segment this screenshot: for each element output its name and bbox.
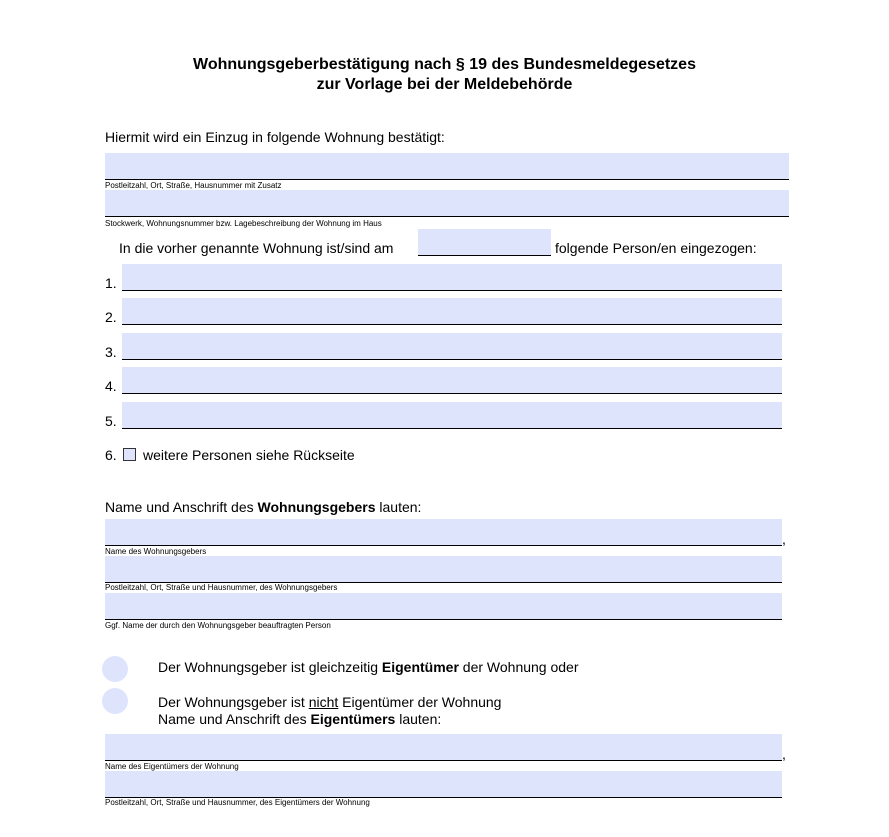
form-subtitle: zur Vorlage bei der Meldebehörde: [316, 76, 573, 93]
date-prefix-text: In die vorher genannte Wohnung ist/sind am: [119, 240, 394, 256]
owner-address-label: Postleitzahl, Ort, Straße und Hausnummer, des Eigentümers der Wohnung: [105, 798, 370, 807]
person-number-1: 1.: [105, 275, 117, 291]
form-title: Wohnungsgeberbestätigung nach § 19 des Bundesmeldegesetzes: [193, 56, 696, 73]
person-number-2: 2.: [105, 309, 117, 325]
owner-no-pre: Der Wohnungsgeber ist: [158, 694, 309, 710]
date-suffix-text: folgende Person/en eingezogen:: [555, 240, 757, 256]
more-persons-label: weitere Personen siehe Rückseite: [143, 447, 355, 463]
owner-yes-bold: Eigentümer: [381, 659, 459, 675]
owner-heading: [158, 711, 441, 728]
person-field-2[interactable]: [122, 298, 782, 325]
person-number-5: 5.: [105, 413, 117, 429]
landlord-agent-label: Ggf. Name der durch den Wohnungsgeber beauftragten Person: [105, 621, 331, 630]
move-in-date-field[interactable]: [418, 229, 551, 256]
landlord-name-field[interactable]: [105, 519, 782, 546]
address-field[interactable]: [105, 153, 789, 180]
person-field-1[interactable]: [122, 264, 782, 291]
owner-no-label: [158, 694, 501, 711]
more-persons-checkbox[interactable]: [123, 448, 136, 461]
owner-name-field[interactable]: [105, 734, 782, 761]
landlord-name-comma: ,: [782, 531, 786, 547]
owner-no-radio[interactable]: [102, 688, 128, 714]
owner-yes-label: [158, 659, 579, 676]
owner-no-post: Eigentümer der Wohnung: [338, 694, 502, 710]
owner-yes-pre: Der Wohnungsgeber ist gleichzeitig: [158, 659, 382, 675]
person-field-5[interactable]: [122, 402, 782, 429]
person-number-3: 3.: [105, 344, 117, 360]
move-in-intro: Hiermit wird ein Einzug in folgende Wohnung bestätigt:: [105, 129, 445, 145]
landlord-heading-pre: Name und Anschrift des: [105, 499, 258, 515]
floor-field[interactable]: [105, 190, 789, 217]
more-persons-number: 6.: [105, 447, 117, 463]
landlord-heading-bold: Wohnungsgebers: [257, 499, 376, 515]
address-field-label: Postleitzahl, Ort, Straße, Hausnummer mit Zusatz: [105, 181, 282, 190]
landlord-agent-field[interactable]: [105, 593, 782, 620]
owner-name-comma: ,: [782, 746, 786, 762]
person-number-4: 4.: [105, 378, 117, 394]
person-field-3[interactable]: [122, 333, 782, 360]
landlord-heading: [105, 499, 421, 516]
owner-heading-post: lauten:: [395, 711, 442, 727]
owner-name-label: Name des Eigentümers der Wohnung: [105, 762, 239, 771]
landlord-address-field[interactable]: [105, 556, 782, 583]
owner-heading-pre: Name und Anschrift des: [158, 711, 311, 727]
owner-yes-post: der Wohnung oder: [458, 659, 579, 675]
landlord-heading-post: lauten:: [375, 499, 422, 515]
owner-yes-radio[interactable]: [102, 656, 128, 682]
owner-heading-bold: Eigentümers: [310, 711, 396, 727]
person-field-4[interactable]: [122, 367, 782, 394]
landlord-address-label: Postleitzahl, Ort, Straße und Hausnummer, des Wohnungsgebers: [105, 583, 338, 592]
owner-no-underline: nicht: [308, 694, 339, 710]
floor-field-label: Stockwerk, Wohnungsnummer bzw. Lagebeschreibung der Wohnung im Haus: [105, 219, 382, 228]
landlord-name-label: Name des Wohnungsgebers: [105, 547, 207, 556]
owner-address-field[interactable]: [105, 771, 782, 798]
